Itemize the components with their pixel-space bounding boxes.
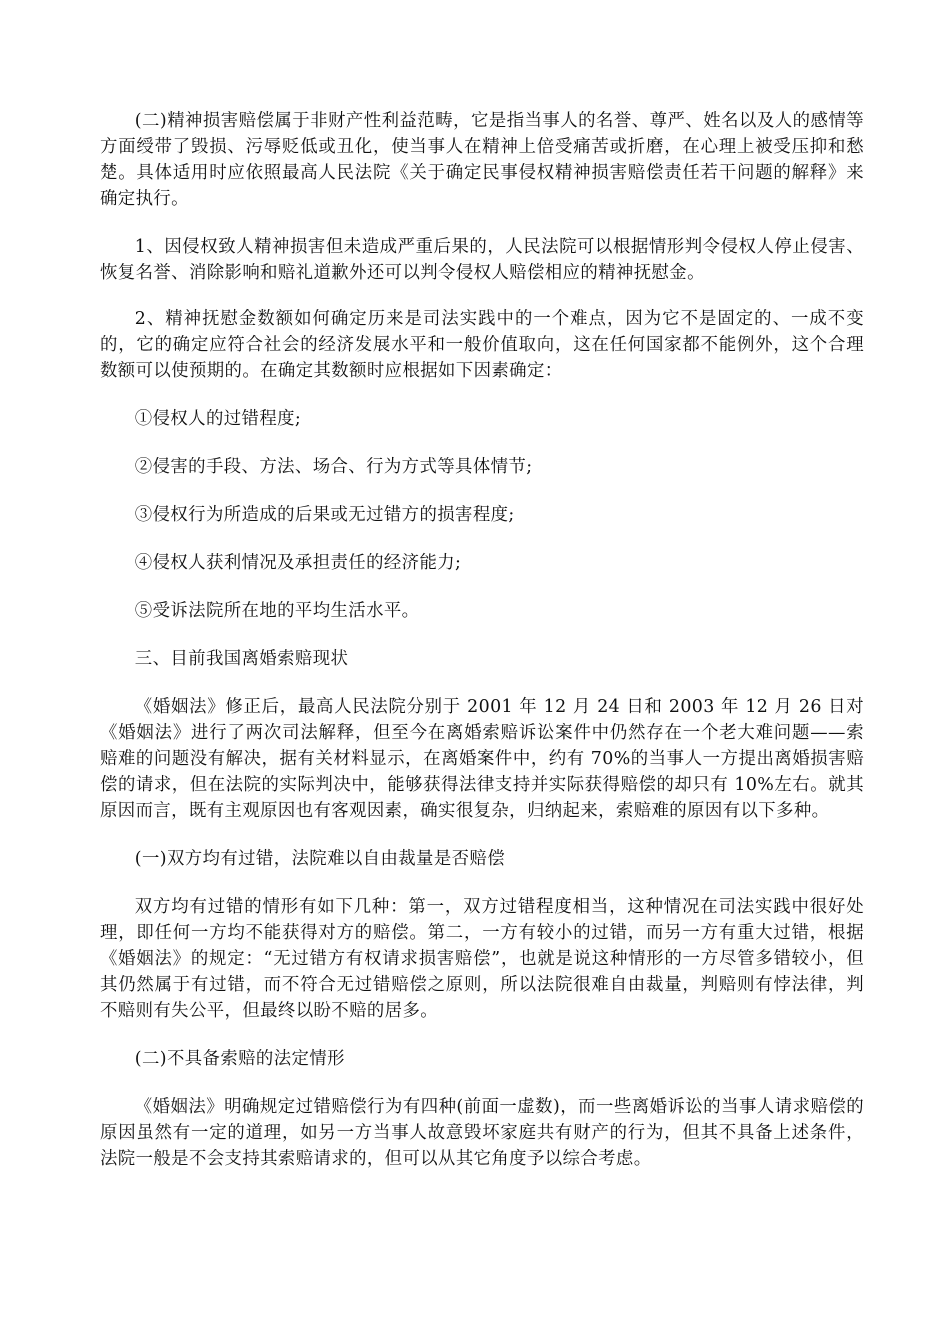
- paragraph-item-2: 2、精神抚慰金数额如何确定历来是司法实践中的一个难点，因为它不是固定的、一成不变的，它的确定应符合社会的经济发展水平和一般价值取向，这在任何国家都不能例外，这个合理数额可以使预期的。在确定其数额时应根据如下因素确定：: [100, 309, 864, 381]
- paragraph-current-status: 《婚姻法》修正后，最高人民法院分别于 2001 年 12 月 24 日和 2003 年 12 月 26 日对《婚姻法》进行了两次司法解释，但至今在离婚索赔诉讼案件中仍然存在一个老大难问题——索赔难的问题没有解决，据有关材料显示，在离婚案件中，约有 70%的当事人一方提出离婚损害赔偿的请求，但在法院的实际判决中，能够获得法律支持并实际获得赔偿的却只有 10%左右。就其原因而言，既有主观原因也有客观因素，确实很复杂，归纳起来，索赔难的原因有以下多种。: [100, 697, 864, 821]
- paragraph-factor-4: ④侵权人获利情况及承担责任的经济能力;: [134, 553, 462, 573]
- paragraph-factor-3: ③侵权行为所造成的后果或无过错方的损害程度;: [134, 505, 515, 525]
- paragraph-mental-damage-definition: (二)精神损害赔偿属于非财产性利益范畴，它是指当事人的名誉、尊严、姓名以及人的感情等方面绶带了毁损、污辱贬低或丑化，使当事人在精神上倍受痛苦或折磨，在心理上被受压抑和愁楚。具体适用时应依照最高人民法院《关于确定民事侵权精神损害赔偿责任若干问题的解释》来确定执行。: [100, 111, 864, 209]
- paragraph-no-legal-grounds: 《婚姻法》明确规定过错赔偿行为有四种(前面一虚数)，而一些离婚诉讼的当事人请求赔偿的原因虽然有一定的道理，如另一方当事人故意毁坏家庭共有财产的行为，但其不具备上述条件，法院一般是不会支持其索赔请求的，但可以从其它角度予以综合考虑。: [100, 1097, 864, 1169]
- paragraph-factor-1: ①侵权人的过错程度;: [134, 409, 302, 429]
- section-heading-3: 三、目前我国离婚索赔现状: [134, 649, 349, 669]
- paragraph-factor-5: ⑤受诉法院所在地的平均生活水平。: [134, 601, 420, 621]
- paragraph-item-1: 1、因侵权致人精神损害但未造成严重后果的，人民法院可以根据情形判令侵权人停止侵害、恢复名誉、消除影响和赔礼道歉外还可以判令侵权人赔偿相应的精神抚慰金。: [100, 237, 864, 283]
- paragraph-both-at-fault: 双方均有过错的情形有如下几种：第一，双方过错程度相当，这种情况在司法实践中很好处理，即任何一方均不能获得对方的赔偿。第二，一方有较小的过错，而另一方有重大过错，根据《婚姻法》的规定：“无过错方有权请求损害赔偿”，也就是说这种情形的一方尽管多错较小，但其仍然属于有过错，而不符合无过错赔偿之原则，所以法院很难自由裁量，判赔则有悖法律，判不赔则有失公平，但最终以盼不赔的居多。: [100, 897, 864, 1021]
- subheading-both-at-fault: (一)双方均有过错，法院难以自由裁量是否赔偿: [134, 849, 505, 869]
- paragraph-factor-2: ②侵害的手段、方法、场合、行为方式等具体情节;: [134, 457, 533, 477]
- subheading-no-legal-grounds: (二)不具备索赔的法定情形: [134, 1049, 345, 1069]
- document-page: [100, 108, 864, 1172]
